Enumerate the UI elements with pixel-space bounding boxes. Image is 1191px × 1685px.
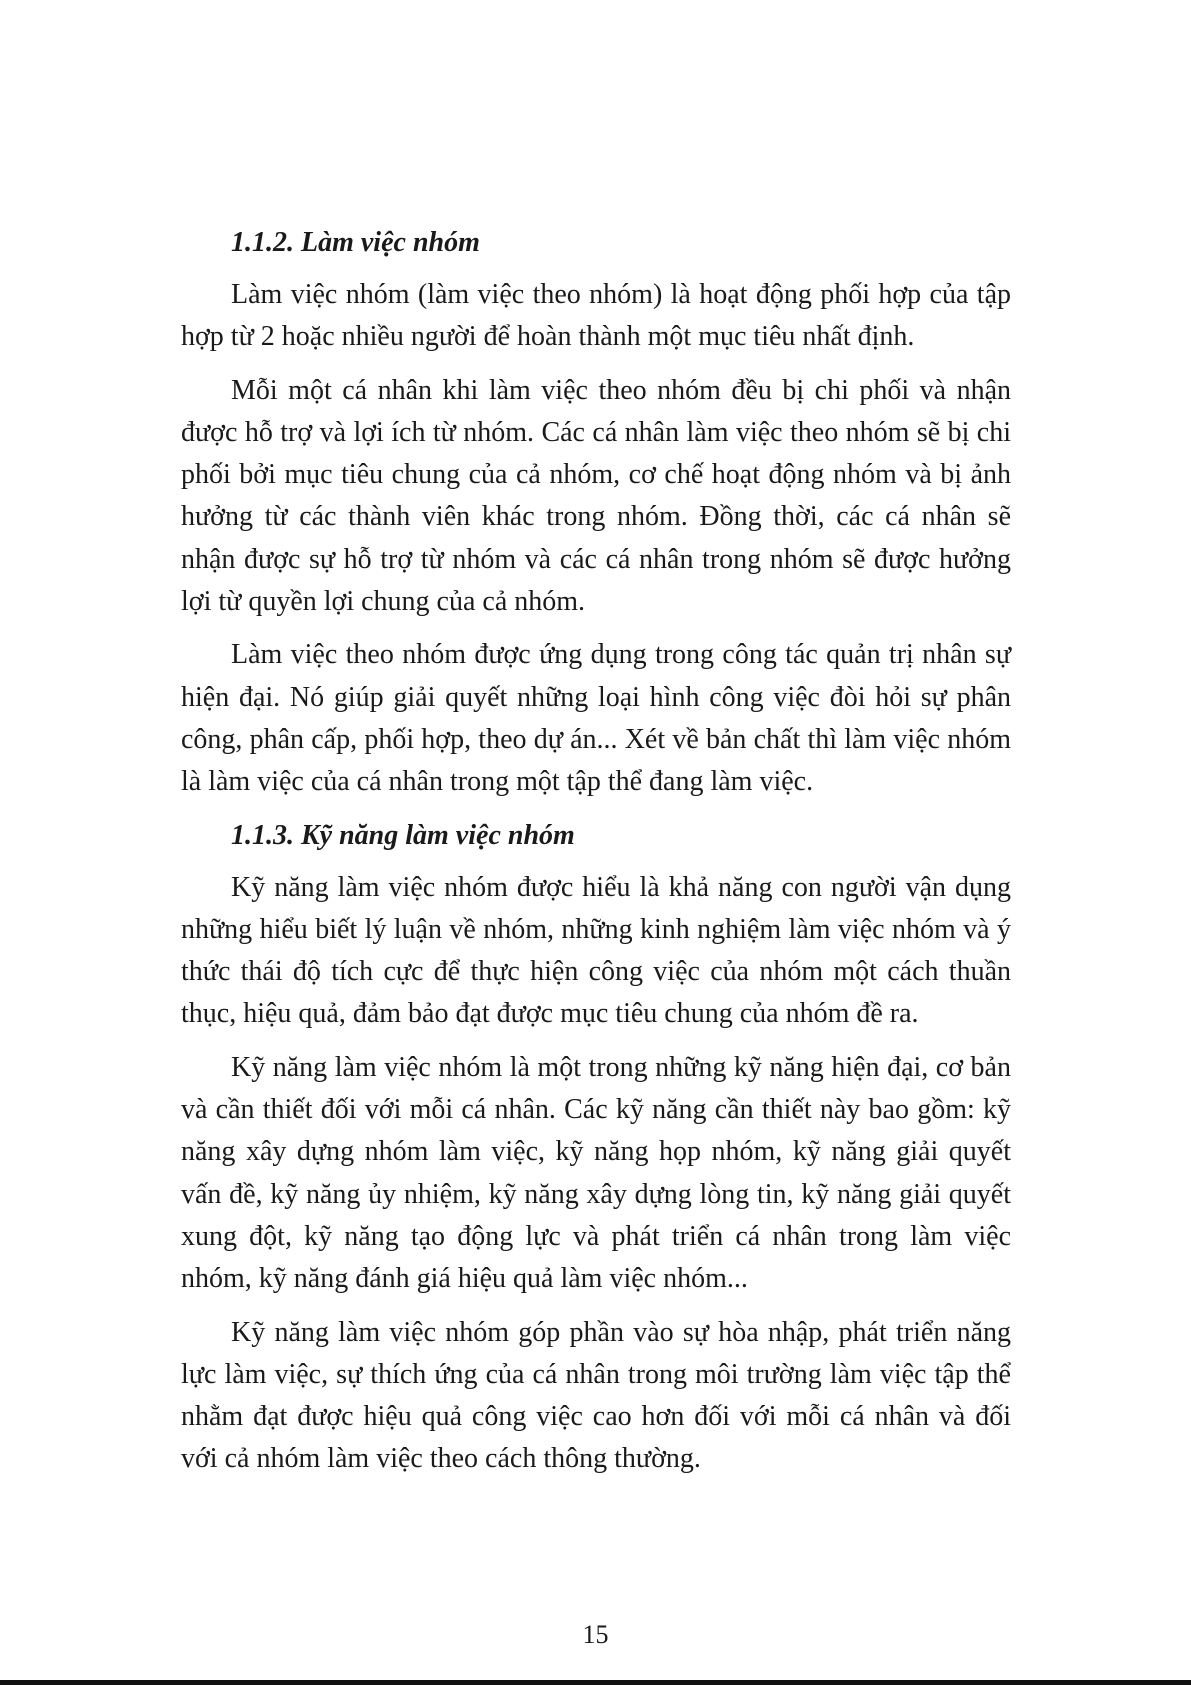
page-body bbox=[181, 222, 1011, 1492]
page-number: 15 bbox=[582, 1620, 609, 1649]
paragraph: Mỗi một cá nhân khi làm việc theo nhóm đều bị chi phối và nhận được hỗ trợ và lợi ích từ nhóm. Các cá nhân làm việc theo nhóm sẽ bị chi phối bởi mục tiêu chung của cả nhóm, cơ chế hoạt động nhóm và bị ảnh hưởng từ các thành viên khác trong nhóm. Đồng thời, các cá nhân sẽ nhận được sự hỗ trợ từ nhóm và các cá nhân trong nhóm sẽ được hưởng lợi từ quyền lợi chung của cả nhóm. bbox=[181, 374, 1011, 618]
paragraph: Làm việc theo nhóm được ứng dụng trong công tác quản trị nhân sự hiện đại. Nó giúp giải quyết những loại hình công việc đòi hỏi sự phân công, phân cấp, phối hợp, theo dự án... Xét về bản chất thì làm việc nhóm là làm việc của cá nhân trong một tập thể đang làm việc. bbox=[181, 639, 1011, 798]
section-heading-1-1-2: 1.1.2. Làm việc nhóm bbox=[231, 227, 480, 258]
paragraph: Kỹ năng làm việc nhóm được hiểu là khả năng con người vận dụng những hiểu biết lý luận về nhóm, những kinh nghiệm làm việc nhóm và ý thức thái độ tích cực để thực hiện công việc của nhóm một cách thuần thục, hiệu quả, đảm bảo đạt được mục tiêu chung của nhóm đề ra. bbox=[181, 871, 1011, 1030]
paragraph: Kỹ năng làm việc nhóm là một trong những kỹ năng hiện đại, cơ bản và cần thiết đối với mỗi cá nhân. Các kỹ năng cần thiết này bao gồm: kỹ năng xây dựng nhóm làm việc, kỹ năng họp nhóm, kỹ năng giải quyết vấn đề, kỹ năng ủy nhiệm, kỹ năng xây dựng lòng tin, kỹ năng giải quyết xung đột, kỹ năng tạo động lực và phát triển cá nhân trong làm việc nhóm, kỹ năng đánh giá hiệu quả làm việc nhóm... bbox=[181, 1051, 1011, 1295]
bottom-rule bbox=[0, 1680, 1191, 1685]
paragraph: Kỹ năng làm việc nhóm góp phần vào sự hòa nhập, phát triển năng lực làm việc, sự thích ứng của cá nhân trong môi trường làm việc tập thể nhằm đạt được hiệu quả công việc cao hơn đối với mỗi cá nhân và đối với cả nhóm làm việc theo cách thông thường. bbox=[181, 1316, 1011, 1475]
section-heading-1-1-3: 1.1.3. Kỹ năng làm việc nhóm bbox=[231, 819, 575, 851]
paragraph: Làm việc nhóm (làm việc theo nhóm) là hoạt động phối hợp của tập hợp từ 2 hoặc nhiều người để hoàn thành một mục tiêu nhất định. bbox=[181, 279, 1011, 353]
